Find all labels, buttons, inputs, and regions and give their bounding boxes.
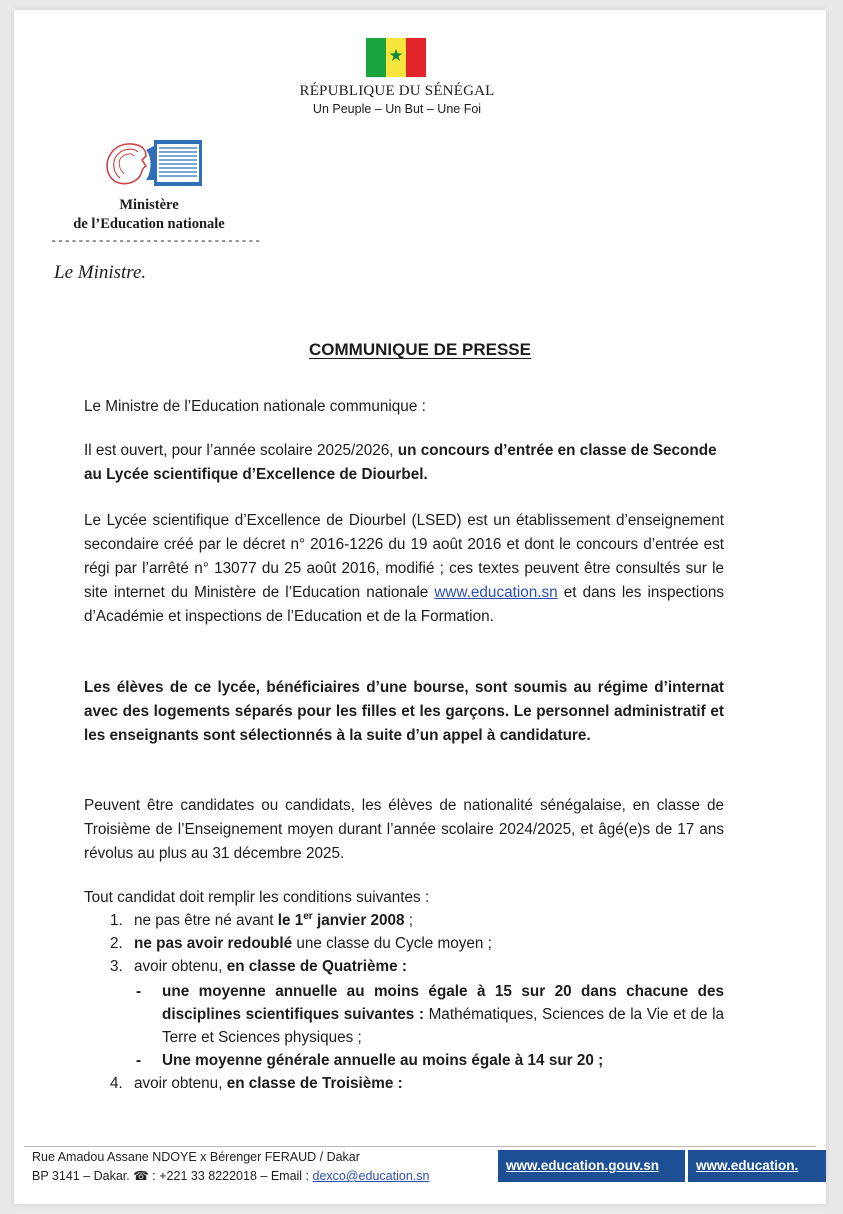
item-text: une classe du Cycle moyen ;: [292, 935, 492, 952]
intro-paragraph: Le Ministre de l’Education nationale communique :: [84, 398, 426, 415]
education-website-link[interactable]: www.education.sn: [434, 584, 558, 601]
sub-item-dash: -: [136, 983, 142, 1000]
sub-item-bold: une moyenne annuelle au moins égale à 15 sur 20 dans chacune des disciplines scientifiques suivantes :: [162, 983, 724, 1023]
national-motto: Un Peuple – Un But – Une Foi: [312, 102, 482, 116]
item-bold: le 1: [277, 912, 304, 929]
list-number: 1.: [110, 912, 123, 929]
header-separator: -------------------------------: [50, 234, 261, 248]
sub-item: [136, 980, 724, 1049]
list-item: [84, 1072, 724, 1095]
list-item: [84, 955, 724, 1072]
footer-site-link-1[interactable]: www.education.gouv.sn: [498, 1150, 685, 1182]
list-number: 4.: [110, 1075, 123, 1092]
list-item: [84, 909, 724, 932]
footer-email-link[interactable]: dexco@education.sn: [312, 1169, 430, 1183]
sub-item-dash: -: [136, 1052, 142, 1069]
item-end: ;: [404, 912, 414, 929]
phone-icon: ☎: [133, 1169, 149, 1183]
list-number: 3.: [110, 958, 123, 975]
ministry-line-1: Ministère: [119, 197, 179, 213]
sub-item-bold: Une moyenne générale annuelle au moins égale à 14 sur 20 ;: [162, 1052, 604, 1069]
item-bold: en classe de Quatrième :: [226, 958, 407, 975]
eligibility-paragraph: Peuvent être candidates ou candidats, les élèves de nationalité sénégalaise, en classe de Troisième de l’Enseignement moyen durant l’année scolaire 2024/2025, et âgé(e)s de 17 ans révolus au plus au 31 décembre 2025.: [84, 797, 724, 862]
footer-site-link-2[interactable]: www.education.: [688, 1150, 826, 1182]
lsed-description-paragraph: [84, 509, 724, 629]
footer-address: Rue Amadou Assane NDOYE x Bérenger FERAUD / Dakar: [32, 1150, 360, 1164]
flag-yellow-band: [386, 38, 406, 77]
opening-paragraph: [84, 439, 724, 487]
page-title: COMMUNIQUE DE PRESSE: [309, 340, 531, 359]
flag-green-band: [366, 38, 386, 77]
item-bold: ne pas avoir redoublé: [134, 935, 293, 952]
flag-star-icon: ★: [388, 46, 404, 65]
item-bold-date: janvier 2008: [312, 912, 405, 929]
lsed-text-after: et dans les inspections d’Académie et inspections de l’Education et de la Formation.: [84, 584, 724, 625]
opening-bold-text: un concours d’entrée en classe de Seconde au Lycée scientifique d’Excellence de Diourbel.: [84, 442, 717, 483]
item-superscript: er: [303, 910, 313, 922]
item-text: avoir obtenu,: [134, 1075, 227, 1092]
boarding-paragraph: Les élèves de ce lycée, bénéficiaires d’une bourse, sont soumis au régime d’internat avec des logements séparés pour les filles et les garçons. Le personnel administratif et les enseignants sont sélectionnés à la suite d’un appel à candidature.: [84, 679, 724, 744]
conditions-list: [84, 886, 724, 1095]
footer-divider: [24, 1146, 816, 1147]
flag-red-band: [406, 38, 426, 77]
footer-email-label: – Email :: [260, 1169, 313, 1183]
footer-contact: [32, 1168, 429, 1183]
document-page: [14, 10, 826, 1204]
list-number: 2.: [110, 935, 123, 952]
sub-item: [136, 1049, 724, 1072]
republic-heading: RÉPUBLIQUE DU SÉNÉGAL: [299, 83, 495, 99]
item-bold: en classe de Troisième :: [226, 1075, 403, 1092]
lsed-text-before: Le Lycée scientifique d’Excellence de Diourbel (LSED) est un établissement d’enseignement secondaire créé par le décret n° 2016-1226 du 19 août 2016 et dont le concours d’entrée est régi par l’arrêté n° 13077 du 25 août 2016, modifié ; ces textes peuvent être consultés sur le site internet du Ministère de l’Education nationale: [84, 512, 724, 601]
minister-signature: Le Ministre.: [54, 262, 147, 283]
ministry-line-2: de l’Education nationale: [73, 216, 225, 232]
item-text: ne pas être né avant: [134, 912, 278, 929]
item-text: avoir obtenu,: [134, 958, 227, 975]
ministry-logo-icon: [102, 138, 204, 190]
opening-text: Il est ouvert, pour l’année scolaire 2025/2026,: [84, 442, 398, 459]
footer-phone: : +221 33 8222018: [148, 1169, 257, 1183]
conditions-intro: Tout candidat doit remplir les conditions suivantes :: [84, 889, 430, 906]
ministry-name: [54, 196, 244, 234]
list-item: [84, 932, 724, 955]
senegal-flag: [366, 38, 426, 77]
footer-bp: BP 3141 – Dakar.: [32, 1169, 130, 1183]
sub-item-text: Mathématiques, Sciences de la Vie et de la Terre et Sciences physiques ;: [162, 1006, 724, 1046]
